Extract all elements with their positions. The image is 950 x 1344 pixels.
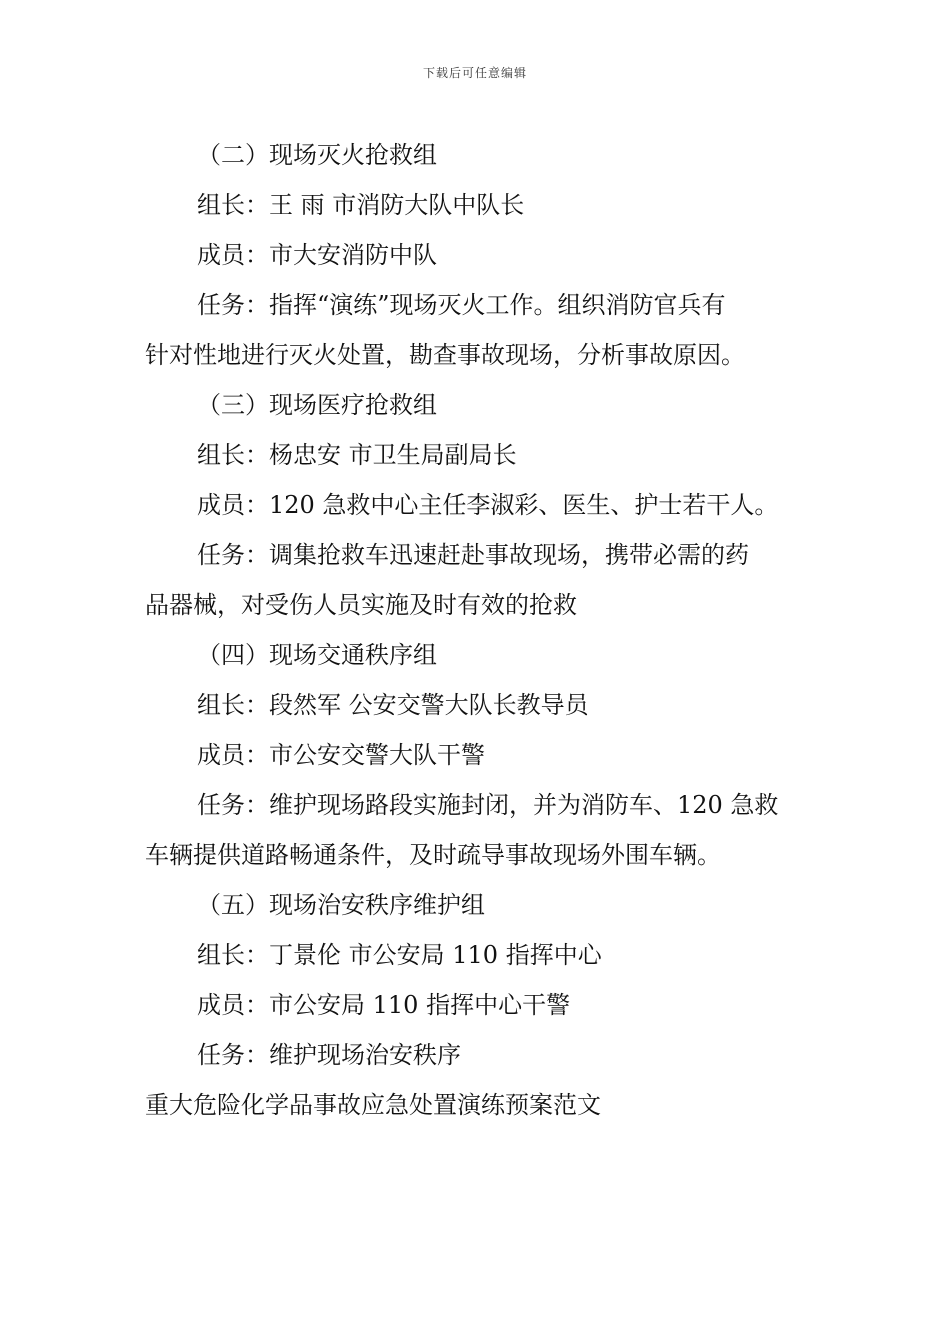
section-heading-security: （五）现场治安秩序维护组 [197, 891, 485, 919]
section-leader-medical: 组长：杨忠安 市卫生局副局长 [197, 441, 517, 469]
section-task-security-line1: 任务：维护现场治安秩序 [197, 1041, 461, 1069]
section-members-fire: 成员：市大安消防中队 [197, 241, 437, 269]
section-members-medical: 成员：120 急救中心主任李淑彩、医生、护士若干人。 [197, 491, 779, 519]
section-task-medical-line2: 品器械，对受伤人员实施及时有效的抢救 [145, 591, 577, 619]
section-leader-security: 组长：丁景伦 市公安局 110 指挥中心 [197, 941, 602, 969]
page-header-note: 下载后可任意编辑 [422, 66, 527, 80]
document-title: 重大危险化学品事故应急处置演练预案范文 [145, 1091, 601, 1119]
section-heading-traffic: （四）现场交通秩序组 [197, 641, 437, 669]
section-task-medical-line1: 任务：调集抢救车迅速赶赴事故现场，携带必需的药 [197, 541, 749, 569]
section-members-traffic: 成员：市公安交警大队干警 [197, 741, 485, 769]
section-members-security: 成员：市公安局 110 指挥中心干警 [197, 991, 571, 1019]
section-task-traffic-line2: 车辆提供道路畅通条件，及时疏导事故现场外围车辆。 [145, 841, 721, 869]
section-leader-traffic: 组长：段然军 公安交警大队长教导员 [197, 691, 589, 719]
section-task-fire-line2: 针对性地进行灭火处置，勘查事故现场，分析事故原因。 [145, 341, 745, 369]
section-task-traffic-line1: 任务：维护现场路段实施封闭，并为消防车、120 急救 [197, 791, 779, 819]
document-body [145, 130, 815, 1130]
section-heading-fire: （二）现场灭火抢救组 [197, 141, 437, 169]
section-heading-medical: （三）现场医疗抢救组 [197, 391, 437, 419]
section-leader-fire: 组长：王 雨 市消防大队中队长 [197, 191, 525, 219]
section-task-fire-line1: 任务：指挥“演练”现场灭火工作。组织消防官兵有 [197, 291, 726, 319]
